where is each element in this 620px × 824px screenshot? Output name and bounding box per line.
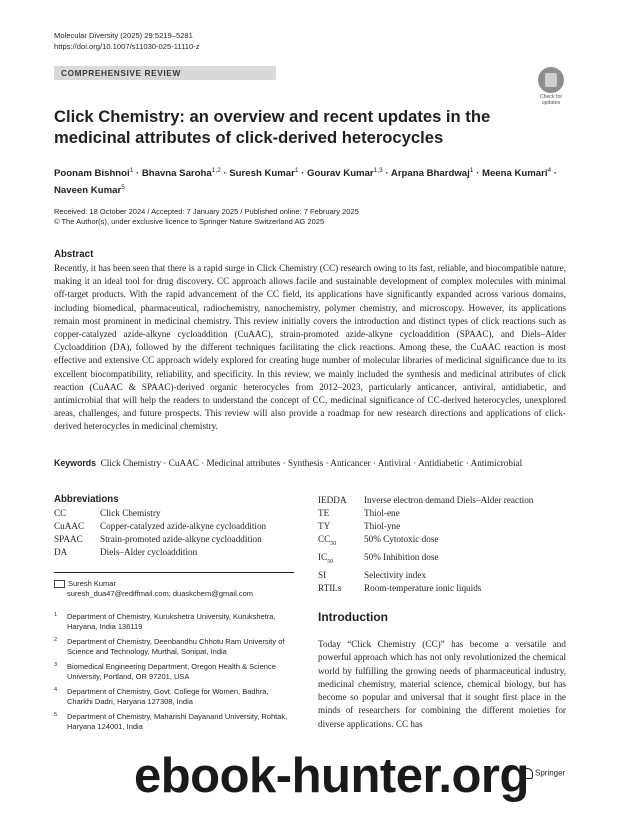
author-affiliation-marker: 1	[129, 167, 134, 174]
abbreviation-row	[54, 507, 294, 520]
abbreviation-row	[318, 494, 578, 507]
abbreviation-definition: 50% Inhibition dose	[364, 551, 439, 562]
keywords	[54, 457, 566, 470]
author-name[interactable]: Gourav Kumar	[307, 168, 374, 180]
introduction-text: Today “Click Chemistry (CC)” has become a versatile and powerful approach which has not only revolutionized the chemical world by fulfilling the growing needs of pharmaceutical industry, medicinal chemistry, material science, chemical biology, but has become so popular and universal that it sought first place in the minds of researchers for combining the different moieties for diverse applications. CC has	[318, 639, 566, 729]
footnote-divider	[54, 572, 294, 573]
doi-link[interactable]: https://doi.org/10.1007/s11030-025-11110-z	[54, 42, 200, 51]
journal-header	[54, 30, 200, 52]
abbreviation-row	[318, 507, 578, 520]
abbreviations-left	[54, 507, 294, 559]
author-list	[54, 164, 574, 198]
crossmark-label-2: updates	[541, 100, 561, 106]
abstract-heading: Abstract	[54, 249, 94, 260]
affiliation-number: 3	[54, 662, 58, 668]
publisher-name: Springer	[535, 768, 566, 778]
copyright-line: © The Author(s), under exclusive licence to Springer Nature Switzerland AG 2025	[54, 217, 325, 226]
crossmark-label-1: Check for	[539, 94, 563, 100]
abbreviation-term: TE	[318, 508, 330, 518]
history-dates: Received: 18 October 2024 / Accepted: 7 January 2025 / Published online: 7 February 2025	[54, 207, 359, 216]
affiliation-text: Department of Chemistry, Maharishi Dayanand University, Rohtak, Haryana 124001, India	[67, 712, 288, 731]
abbreviation-term: $CC_{50}$	[318, 534, 337, 547]
affiliation-text: Department of Chemistry, Deenbandhu Chhotu Ram University of Science and Technology, Murthal, Sonipat, India	[67, 637, 285, 656]
watermark: ebook-hunter.org	[134, 749, 529, 803]
author-affiliation-marker: 1	[294, 167, 299, 174]
author-affiliation-marker: 4	[547, 167, 552, 174]
author-affiliation-marker: 1,2	[211, 167, 221, 174]
keywords-list: Click Chemistry · CuAAC · Medicinal attributes · Synthesis · Anticancer · Antiviral · Antidiabetic · Antimicrobial	[100, 458, 523, 468]
author-separator: ·	[473, 168, 482, 180]
article-category: COMPREHENSIVE REVIEW	[61, 68, 181, 78]
affiliation-item	[54, 612, 294, 632]
abbreviation-definition: Strain-promoted azide-alkyne cycloaddition	[100, 534, 262, 544]
author-name[interactable]: Suresh Kumar	[229, 168, 295, 180]
affiliation-item	[54, 712, 294, 732]
affiliation-item	[54, 637, 294, 657]
envelope-icon	[54, 580, 65, 588]
abbreviation-row	[318, 533, 578, 551]
affiliation-number: 4	[54, 687, 58, 693]
author-affiliation-marker: 5	[121, 184, 125, 192]
affiliation-number: 1	[54, 612, 58, 618]
introduction-heading: Introduction	[318, 610, 388, 624]
abbreviation-row	[318, 569, 578, 582]
abbreviation-term: CuAAC	[54, 521, 85, 531]
author-separator: ·	[220, 168, 230, 180]
affiliation-number: 5	[54, 712, 58, 718]
keywords-label: Keywords	[54, 458, 97, 468]
abbreviation-definition: Thiol-yne	[364, 521, 401, 531]
author-separator: ·	[551, 168, 558, 180]
author-separator: ·	[133, 168, 142, 180]
abbreviation-definition: Thiol-ene	[364, 508, 400, 518]
abbreviation-row	[318, 551, 578, 569]
abbreviation-row	[54, 533, 294, 546]
author-name[interactable]: Bhavna Saroha	[141, 168, 212, 180]
author-name[interactable]: Arpana Bhardwaj	[390, 168, 470, 180]
article-title: Click Chemistry: an overview and recent updates in the medicinal attributes of click-derived heterocycles	[54, 107, 491, 147]
affiliation-text: Department of Chemistry, Govt. College for Women, Badhra, Charkhi Dadri, Haryana 127308, India	[67, 687, 269, 706]
abbreviation-definition: Copper-catalyzed azide-alkyne cycloaddition	[100, 521, 267, 531]
affiliation-number: 2	[54, 637, 58, 643]
check-for-updates-badge[interactable]	[536, 67, 566, 106]
abbreviation-term: CC	[54, 508, 67, 518]
abbreviation-term: DA	[54, 547, 68, 557]
abbreviation-row	[318, 582, 578, 595]
corresponding-name: Suresh Kumar	[68, 579, 116, 588]
abbreviation-row	[54, 520, 294, 533]
abbreviation-definition: Selectivity index	[364, 569, 427, 580]
affiliation-text: Biomedical Engineering Department, Oregon Health & Science University, Portland, OR 97201, USA	[67, 662, 276, 681]
abbreviation-definition: Inverse electron demand Diels–Alder reaction	[364, 495, 534, 505]
corresponding-author	[54, 579, 253, 599]
publication-dates	[54, 207, 359, 227]
abbreviation-row	[318, 520, 578, 533]
abbreviations-heading: Abbreviations	[54, 494, 119, 505]
abbreviation-term: SI	[318, 569, 327, 580]
abbreviation-definition: Room-temperature ionic liquids	[364, 582, 482, 593]
abbreviation-definition: Click Chemistry	[100, 508, 161, 518]
affiliation-item	[54, 687, 294, 707]
author-separator: ·	[298, 168, 308, 180]
affiliation-item	[54, 662, 294, 682]
abbreviation-definition: Diels–Alder cycloaddition	[100, 547, 198, 557]
author-affiliation-marker: 1	[469, 167, 474, 174]
abbreviation-term: $IC_{50}$	[318, 551, 334, 565]
abbreviation-term: IEDDA	[318, 495, 347, 505]
author-name[interactable]: Meena Kumari	[481, 168, 548, 180]
author-name[interactable]: Poonam Bishnoi	[54, 168, 130, 180]
affiliation-text: Department of Chemistry, Kurukshetra University, Kurukshetra, Haryana, India 136119	[67, 612, 276, 631]
crossmark-icon	[538, 67, 564, 93]
author-separator: ·	[382, 168, 391, 180]
author-name[interactable]: Naveen Kumar	[54, 185, 122, 197]
abbreviation-term: TY	[318, 521, 331, 531]
author-affiliation-marker: 1,3	[373, 167, 383, 174]
abstract-text: Recently, it has been seen that there is a rapid surge in Click Chemistry (CC) research owing to its fast, reliable, and biocompatible nature, making it an ideal tool for drug discovery. CC approach allows facile and sustainable development of complex molecules with minimal off-target products. With the rapid advancement of the CC field, its applications have significantly expanded across various domains, including biomedical, pharmaceutical, radiochemistry, nanochemistry, polymer chemistry, and microscopy. However, its applications remain most prominent in medicinal chemistry. This review initially covers the introduction and distinct types of click reactions such as copper-catalyzed azide-alkyne cycloaddition (CuAAC), strain-promoted azide-alkyne cycloaddition (SPAAC), and Diels–Alder Cycloaddition (DA), followed by the different techniques facilitating the click reactions. Among these, the CuAAC reaction is most effective and extensive CC approach widely explored for creating huge number of molecular libraries of medicinal significance due to its excellent biocompatibility, reliability, and specificity. In this review, we mainly included the synthesis and medicinal attributes of click reaction (CuAAC & SPAAC)-derived organic heterocycles from 2012–2023, particularly anticancer, antiviral, antidiabetic, and antimicrobial that will help the readers to understand the concept of CC, medicinal significance of CC-derived heterocycles, unexplored areas, challenges, and future prospects. This review will also provide a roadmap for new research directions and applications of click-derived heterocycles in medicinal chemistry.	[54, 263, 566, 432]
journal-citation: Molecular Diversity (2025) 29:5219–5281	[54, 31, 193, 40]
affiliations	[54, 612, 294, 737]
abbreviation-term: SPAAC	[54, 534, 83, 544]
abbreviation-term: RTILs	[318, 582, 342, 593]
abbreviations-right	[318, 494, 578, 595]
abbreviation-definition: 50% Cytotoxic dose	[364, 534, 439, 544]
abbreviation-row	[54, 546, 294, 559]
corresponding-email[interactable]: suresh_dua47@rediffmail.com; duaskchem@gmail.com	[67, 589, 254, 598]
